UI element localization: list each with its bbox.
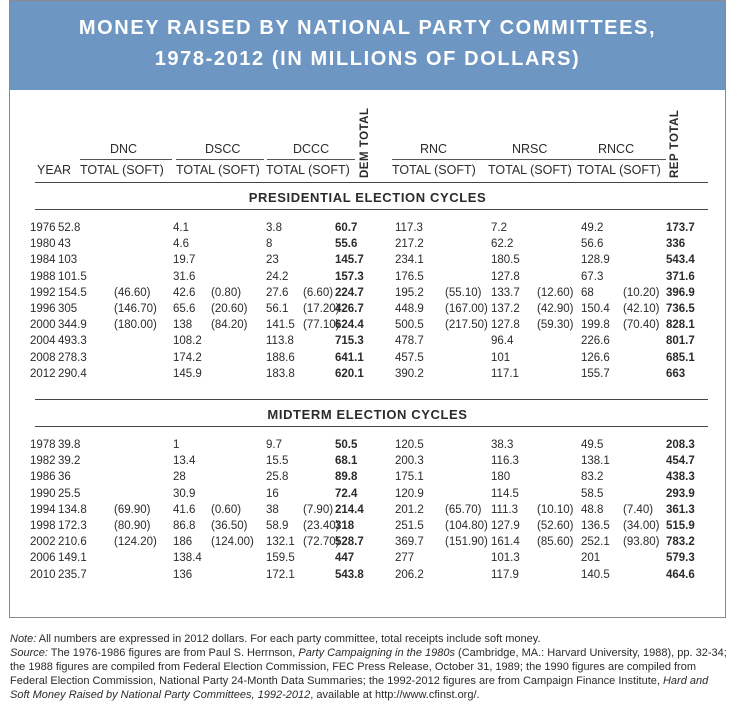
cell-dnc-soft: (146.70) — [114, 303, 157, 315]
cell-rncc-total: 201 — [581, 552, 601, 565]
cell-nrsc-soft: (59.30) — [537, 319, 574, 332]
source-report-title: Hard and Soft Money Raised by National Party Committees, 1992-2012 — [10, 675, 709, 701]
cell-nrsc-soft: (12.60) — [537, 286, 574, 299]
cell-nrsc-total: 117.1 — [491, 367, 519, 380]
cell-rep-total: 173.7 — [666, 222, 695, 234]
cell-rnc-total: 369.7 — [395, 536, 424, 549]
cell-nrsc-total: 101 — [491, 351, 511, 364]
cell-dnc-soft: (80.90) — [114, 520, 151, 532]
cell-nrsc-soft: (52.60) — [537, 520, 574, 532]
cell-rncc-total: 150.4 — [581, 303, 610, 315]
cell-dnc-total: 154.5 — [58, 286, 87, 299]
cell-dscc-total: 4.1 — [173, 222, 189, 234]
cell-dccc-total: 3.8 — [266, 222, 282, 234]
table-row — [10, 504, 725, 520]
cell-dscc-total: 1 — [173, 439, 180, 451]
cell-dscc-soft: (0.60) — [211, 503, 242, 516]
cell-dccc-total: 172.1 — [266, 568, 295, 581]
table-row — [10, 287, 725, 303]
cell-rep-total: 396.9 — [666, 286, 695, 299]
cell-rncc-total: 155.7 — [581, 367, 610, 380]
cell-dccc-total: 38 — [266, 503, 279, 516]
cell-rnc-total: 175.1 — [395, 471, 424, 484]
header-dccc: DCCC — [293, 142, 330, 156]
cell-dccc-total: 24.2 — [266, 270, 289, 283]
cell-dnc-soft: (46.60) — [114, 286, 151, 299]
cell-year: 1996 — [30, 303, 56, 315]
cell-rnc-total: 117.3 — [395, 222, 423, 234]
cell-dem-total: 641.1 — [335, 351, 364, 364]
table-row — [10, 439, 725, 455]
cell-dem-total: 224.7 — [335, 286, 364, 299]
cell-dnc-total: 278.3 — [58, 351, 87, 364]
cell-dscc-total: 28 — [173, 471, 186, 484]
note-label: Note: — [10, 633, 37, 645]
cell-rep-total: 361.3 — [666, 503, 695, 516]
cell-rncc-total: 199.8 — [581, 319, 610, 332]
cell-rnc-total: 251.5 — [395, 520, 424, 532]
cell-dnc-total: 235.7 — [58, 568, 87, 581]
cell-rnc-soft: (217.50) — [445, 319, 488, 332]
section-title-midterm: MIDTERM ELECTION CYCLES — [267, 407, 468, 422]
cell-rep-total: 438.3 — [666, 471, 695, 484]
cell-rncc-total: 48.8 — [581, 503, 604, 516]
cell-dem-total: 89.8 — [335, 471, 358, 484]
cell-dnc-total: 103 — [58, 254, 78, 267]
cell-dscc-total: 42.6 — [173, 286, 196, 299]
cell-dccc-total: 188.6 — [266, 351, 295, 364]
table-row — [10, 455, 725, 471]
cell-dccc-total: 183.8 — [266, 367, 295, 380]
cell-rep-total: 515.9 — [666, 520, 695, 532]
cell-rncc-soft: (70.40) — [623, 319, 660, 332]
cell-dnc-soft: (124.20) — [114, 536, 157, 549]
cell-dem-total: 620.1 — [335, 367, 364, 380]
source-text-3: , available at http://www.cfinst.org/. — [310, 689, 480, 701]
cell-dnc-total: 305 — [58, 303, 78, 315]
cell-dccc-soft: (23.40) — [303, 520, 340, 532]
title-line-2: 1978-2012 (IN MILLIONS OF DOLLARS) — [154, 48, 581, 70]
cell-dccc-soft: (6.60) — [303, 286, 334, 299]
cell-dem-total: 157.3 — [335, 270, 364, 283]
cell-rnc-soft: (167.00) — [445, 303, 488, 315]
table-row — [10, 271, 725, 287]
header-dscc-sub: TOTAL (SOFT) — [176, 163, 260, 177]
cell-dccc-total: 132.1 — [266, 536, 295, 549]
title-band — [10, 1, 725, 90]
dnc-underline — [80, 159, 172, 160]
cell-dnc-total: 43 — [58, 238, 71, 251]
cell-rncc-soft: (34.00) — [623, 520, 660, 532]
cell-dscc-soft: (0.80) — [211, 286, 242, 299]
cell-dccc-total: 56.1 — [266, 303, 289, 315]
cell-rncc-total: 128.9 — [581, 254, 610, 267]
section-title-presidential: PRESIDENTIAL ELECTION CYCLES — [248, 190, 487, 205]
cell-nrsc-total: 116.3 — [491, 455, 519, 468]
cell-dscc-total: 174.2 — [173, 351, 202, 364]
cell-rnc-total: 217.2 — [395, 238, 424, 251]
cell-nrsc-total: 117.9 — [491, 568, 519, 581]
cell-rep-total: 336 — [666, 238, 686, 251]
table-row — [10, 238, 725, 254]
cell-rncc-total: 56.6 — [581, 238, 604, 251]
table-row — [10, 222, 725, 238]
cell-dccc-total: 113.8 — [266, 335, 294, 348]
cell-rnc-total: 195.2 — [395, 286, 424, 299]
cell-dscc-total: 138.4 — [173, 552, 202, 565]
header-rncc: RNCC — [598, 142, 635, 156]
cell-rnc-total: 176.5 — [395, 270, 424, 283]
header-dscc: DSCC — [205, 142, 241, 156]
cell-rnc-total: 200.3 — [395, 455, 424, 468]
cell-dem-total: 528.7 — [335, 536, 364, 549]
cell-dem-total: 624.4 — [335, 319, 364, 332]
table-row — [10, 488, 725, 504]
cell-dscc-total: 41.6 — [173, 503, 196, 516]
cell-rep-total: 454.7 — [666, 455, 695, 468]
cell-rep-total: 828.1 — [666, 319, 695, 332]
cell-rnc-soft: (151.90) — [445, 536, 488, 549]
cell-nrsc-total: 180.5 — [491, 254, 520, 267]
cell-dccc-total: 9.7 — [266, 439, 282, 451]
cell-rep-total: 663 — [666, 367, 686, 380]
cell-nrsc-total: 7.2 — [491, 222, 507, 234]
dccc-underline — [267, 159, 355, 160]
cell-dccc-total: 159.5 — [266, 552, 295, 565]
title-line-1: MONEY RAISED BY NATIONAL PARTY COMMITTEES, — [78, 17, 657, 39]
cell-dnc-total: 52.8 — [58, 222, 81, 234]
note-text: All numbers are expressed in 2012 dollars. For each party committee, total receipts include soft money. — [36, 633, 541, 645]
source-book-title: Party Campaigning in the 1980s — [298, 647, 455, 659]
table-row — [10, 303, 725, 319]
cell-year: 2002 — [30, 536, 56, 549]
cell-year: 1982 — [30, 455, 56, 468]
source-text-1: The 1976-1986 figures are from Paul S. Herrnson, — [47, 647, 299, 659]
cell-rnc-total: 201.2 — [395, 503, 424, 516]
cell-dnc-total: 134.8 — [58, 503, 87, 516]
footnotes — [10, 632, 730, 702]
source-text-2: (Cambridge, MA.: Harvard University, 1988), pp. 32-34; the 1988 figures are compiled from Federal Election Commission, FEC Press Release, October 31, 1989; the 1990 figures are compiled from Federal Election Commission, National Party 24-Month Data Summaries; the 1992-2012 figures are from Campaign Finance Institute, — [10, 647, 727, 687]
cell-dem-total: 68.1 — [335, 455, 358, 468]
cell-nrsc-total: 127.8 — [491, 270, 520, 283]
cell-dnc-total: 39.8 — [58, 439, 81, 451]
note-paragraph — [10, 632, 730, 646]
divider — [35, 209, 708, 210]
cell-dscc-total: 145.9 — [173, 367, 202, 380]
cell-year: 1992 — [30, 286, 56, 299]
cell-rncc-total: 140.5 — [581, 568, 610, 581]
cell-dccc-total: 25.8 — [266, 471, 289, 484]
cell-nrsc-total: 127.9 — [491, 520, 520, 532]
cell-dscc-total: 136 — [173, 568, 193, 581]
cell-rep-total: 464.6 — [666, 568, 695, 581]
divider — [35, 399, 708, 400]
cell-dscc-soft: (36.50) — [211, 520, 248, 532]
cell-rep-total: 371.6 — [666, 270, 695, 283]
cell-rnc-total: 277 — [395, 552, 415, 565]
cell-dem-total: 50.5 — [335, 439, 358, 451]
cell-dccc-soft: (17.20) — [303, 303, 340, 315]
header-year: YEAR — [37, 163, 72, 177]
cell-rnc-total: 478.7 — [395, 335, 424, 348]
cell-rncc-total: 126.6 — [581, 351, 610, 364]
dscc-underline — [176, 159, 264, 160]
table-frame — [9, 0, 726, 618]
cell-nrsc-total: 62.2 — [491, 238, 514, 251]
cell-dscc-soft: (84.20) — [211, 319, 248, 332]
cell-rnc-total: 457.5 — [395, 351, 424, 364]
cell-nrsc-total: 114.5 — [491, 487, 519, 500]
cell-dem-total: 214.4 — [335, 503, 364, 516]
cell-nrsc-total: 161.4 — [491, 536, 520, 549]
cell-year: 1990 — [30, 487, 56, 500]
cell-dccc-total: 23 — [266, 254, 279, 267]
cell-dnc-soft: (180.00) — [114, 319, 157, 332]
cell-dscc-total: 86.8 — [173, 520, 196, 532]
cell-year: 1980 — [30, 238, 56, 251]
table-row — [10, 368, 725, 384]
cell-dnc-total: 101.5 — [58, 270, 87, 283]
cell-dccc-soft: (7.90) — [303, 503, 334, 516]
table-row — [10, 552, 725, 568]
cell-dccc-total: 16 — [266, 487, 279, 500]
table-row — [10, 352, 725, 368]
cell-nrsc-total: 180 — [491, 471, 511, 484]
cell-rncc-soft: (93.80) — [623, 536, 660, 549]
cell-nrsc-total: 127.8 — [491, 319, 520, 332]
header-dccc-sub: TOTAL (SOFT) — [266, 163, 350, 177]
cell-dccc-total: 58.9 — [266, 520, 289, 532]
cell-year: 1988 — [30, 270, 56, 283]
cell-rncc-total: 49.2 — [581, 222, 604, 234]
cell-nrsc-soft: (10.10) — [537, 503, 574, 516]
source-paragraph — [10, 646, 730, 702]
cell-dscc-total: 30.9 — [173, 487, 196, 500]
cell-dccc-soft: (77.10) — [303, 319, 340, 332]
nrsc-underline — [488, 159, 578, 160]
cell-dem-total: 55.6 — [335, 238, 358, 251]
cell-rep-total: 736.5 — [666, 303, 695, 315]
divider — [35, 182, 708, 183]
cell-year: 2012 — [30, 367, 56, 380]
cell-rncc-total: 83.2 — [581, 471, 604, 484]
cell-dnc-soft: (69.90) — [114, 503, 151, 516]
source-label: Source: — [10, 647, 48, 659]
cell-rep-total: 543.4 — [666, 254, 695, 267]
cell-dscc-total: 31.6 — [173, 270, 196, 283]
cell-year: 1998 — [30, 520, 56, 532]
cell-rep-total: 293.9 — [666, 487, 695, 500]
cell-rnc-total: 120.9 — [395, 487, 424, 500]
table-row — [10, 254, 725, 270]
table-row — [10, 471, 725, 487]
rnc-underline — [392, 159, 488, 160]
cell-dccc-total: 15.5 — [266, 455, 289, 468]
cell-nrsc-total: 96.4 — [491, 335, 514, 348]
cell-year: 1984 — [30, 254, 56, 267]
cell-year: 2004 — [30, 335, 56, 348]
cell-dem-total: 72.4 — [335, 487, 358, 500]
cell-dscc-soft: (124.00) — [211, 536, 254, 549]
cell-dscc-total: 19.7 — [173, 254, 196, 267]
cell-dscc-total: 65.6 — [173, 303, 196, 315]
cell-rnc-total: 120.5 — [395, 439, 424, 451]
cell-year: 1978 — [30, 439, 56, 451]
cell-year: 1994 — [30, 503, 56, 516]
cell-year: 2006 — [30, 552, 56, 565]
cell-rep-total: 783.2 — [666, 536, 695, 549]
cell-rncc-total: 252.1 — [581, 536, 610, 549]
cell-rncc-total: 49.5 — [581, 439, 604, 451]
cell-dem-total: 60.7 — [335, 222, 358, 234]
header-dem-total: DEM TOTAL — [359, 107, 371, 178]
cell-nrsc-total: 111.3 — [491, 503, 519, 516]
cell-rep-total: 685.1 — [666, 351, 695, 364]
rncc-underline — [578, 159, 666, 160]
cell-dem-total: 426.7 — [335, 303, 364, 315]
cell-dscc-total: 138 — [173, 319, 193, 332]
cell-dnc-total: 210.6 — [58, 536, 87, 549]
cell-nrsc-total: 137.2 — [491, 303, 520, 315]
cell-dnc-total: 493.3 — [58, 335, 87, 348]
cell-rncc-soft: (7.40) — [623, 503, 654, 516]
cell-year: 2000 — [30, 319, 56, 332]
cell-year: 1976 — [30, 222, 56, 234]
cell-dnc-total: 172.3 — [58, 520, 87, 532]
cell-dem-total: 543.8 — [335, 568, 364, 581]
header-rep-total: REP TOTAL — [669, 109, 681, 178]
cell-rnc-total: 206.2 — [395, 568, 424, 581]
cell-rncc-total: 67.3 — [581, 270, 604, 283]
header-rnc-sub: TOTAL (SOFT) — [392, 163, 476, 177]
cell-rncc-soft: (10.20) — [623, 286, 660, 299]
cell-year: 2010 — [30, 568, 56, 581]
cell-rncc-total: 58.5 — [581, 487, 604, 500]
cell-dnc-total: 39.2 — [58, 455, 81, 468]
cell-rep-total: 801.7 — [666, 335, 695, 348]
cell-dccc-soft: (72.70) — [303, 536, 340, 549]
header-nrsc: NRSC — [512, 142, 548, 156]
divider — [35, 426, 708, 427]
cell-dscc-total: 108.2 — [173, 335, 202, 348]
table-row — [10, 569, 725, 585]
cell-dnc-total: 344.9 — [58, 319, 87, 332]
cell-rnc-soft: (65.70) — [445, 503, 482, 516]
cell-dem-total: 145.7 — [335, 254, 364, 267]
header-dnc: DNC — [110, 142, 138, 156]
header-rncc-sub: TOTAL (SOFT) — [577, 163, 661, 177]
cell-rncc-total: 226.6 — [581, 335, 610, 348]
cell-dem-total: 447 — [335, 552, 355, 565]
cell-year: 1986 — [30, 471, 56, 484]
cell-nrsc-soft: (42.90) — [537, 303, 574, 315]
cell-rncc-total: 136.5 — [581, 520, 610, 532]
cell-rnc-total: 500.5 — [395, 319, 424, 332]
cell-rncc-total: 138.1 — [581, 455, 610, 468]
cell-dnc-total: 290.4 — [58, 367, 87, 380]
cell-dccc-total: 8 — [266, 238, 273, 251]
cell-rnc-soft: (55.10) — [445, 286, 482, 299]
cell-rep-total: 208.3 — [666, 439, 695, 451]
cell-nrsc-soft: (85.60) — [537, 536, 574, 549]
cell-nrsc-total: 38.3 — [491, 439, 514, 451]
cell-dccc-total: 141.5 — [266, 319, 295, 332]
cell-year: 2008 — [30, 351, 56, 364]
cell-dnc-total: 149.1 — [58, 552, 87, 565]
cell-dscc-total: 186 — [173, 536, 193, 549]
cell-rnc-total: 390.2 — [395, 367, 424, 380]
table-row — [10, 520, 725, 536]
cell-dnc-total: 36 — [58, 471, 71, 484]
header-rnc: RNC — [420, 142, 448, 156]
table-row — [10, 319, 725, 335]
cell-dem-total: 715.3 — [335, 335, 364, 348]
cell-rnc-total: 448.9 — [395, 303, 424, 315]
cell-dem-total: 318 — [335, 520, 355, 532]
cell-dnc-total: 25.5 — [58, 487, 81, 500]
cell-dscc-soft: (20.60) — [211, 303, 248, 315]
cell-nrsc-total: 101.3 — [491, 552, 520, 565]
cell-dscc-total: 4.6 — [173, 238, 189, 251]
cell-rep-total: 579.3 — [666, 552, 695, 565]
table-row — [10, 536, 725, 552]
cell-nrsc-total: 133.7 — [491, 286, 520, 299]
header-nrsc-sub: TOTAL (SOFT) — [488, 163, 572, 177]
cell-rnc-total: 234.1 — [395, 254, 424, 267]
table-row — [10, 335, 725, 351]
cell-rncc-soft: (42.10) — [623, 303, 660, 315]
cell-dscc-total: 13.4 — [173, 455, 196, 468]
cell-dccc-total: 27.6 — [266, 286, 289, 299]
cell-rncc-total: 68 — [581, 286, 594, 299]
cell-rnc-soft: (104.80) — [445, 520, 488, 532]
header-dnc-sub: TOTAL (SOFT) — [80, 163, 164, 177]
